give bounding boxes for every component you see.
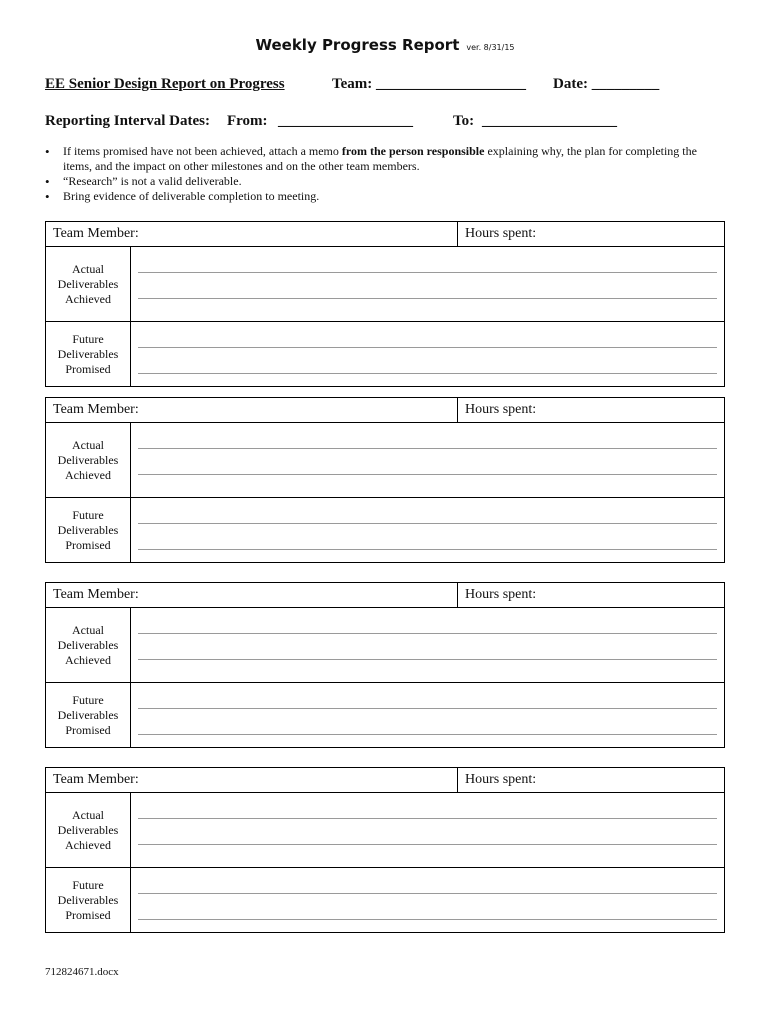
instruction-item: • Bring evidence of deliverable completion to meeting.	[45, 189, 725, 204]
writing-line	[138, 919, 717, 920]
report-title: EE Senior Design Report on Progress	[45, 76, 285, 92]
writing-line	[138, 818, 717, 819]
hours-spent-field[interactable]: Hours spent:	[465, 226, 537, 241]
member-block-1	[45, 221, 725, 387]
writing-line	[138, 844, 717, 845]
writing-line	[138, 893, 717, 894]
future-deliverables-label: Future Deliverables Promised	[46, 498, 131, 562]
actual-deliverables-area[interactable]	[131, 608, 724, 682]
from-date-field[interactable]: __________________	[278, 113, 413, 129]
footer-filename: 712824671.docx	[45, 966, 119, 978]
to-label: To:	[453, 113, 475, 129]
writing-line	[138, 474, 717, 475]
writing-line	[138, 708, 717, 709]
future-deliverables-label: Future Deliverables Promised	[46, 868, 131, 932]
actual-deliverables-area[interactable]	[131, 247, 724, 321]
team-field[interactable]: Team: ____________________	[332, 76, 527, 92]
actual-deliverables-label: Actual Deliverables Achieved	[46, 793, 131, 867]
actual-deliverables-label: Actual Deliverables Achieved	[46, 247, 131, 321]
writing-line	[138, 272, 717, 273]
member-block-3	[45, 582, 725, 748]
version-label: ver. 8/31/15	[466, 43, 515, 52]
actual-deliverables-label: Actual Deliverables Achieved	[46, 608, 131, 682]
page-title: Weekly Progress Report	[255, 36, 460, 54]
from-label: From:	[227, 113, 268, 129]
actual-deliverables-area[interactable]	[131, 793, 724, 867]
future-deliverables-area[interactable]	[131, 868, 724, 932]
member-block-4	[45, 767, 725, 933]
hours-spent-field[interactable]: Hours spent:	[465, 587, 537, 602]
date-field[interactable]: Date: _________	[553, 76, 660, 92]
hours-spent-field[interactable]: Hours spent:	[465, 772, 537, 787]
actual-deliverables-area[interactable]	[131, 423, 724, 497]
writing-line	[138, 633, 717, 634]
writing-line	[138, 523, 717, 524]
writing-line	[138, 298, 717, 299]
title-row	[0, 36, 770, 55]
instruction-item: • “Research” is not a valid deliverable.	[45, 174, 725, 189]
writing-line	[138, 347, 717, 348]
future-deliverables-area[interactable]	[131, 498, 724, 562]
interval-label: Reporting Interval Dates:	[45, 113, 210, 129]
team-member-field[interactable]: Team Member:	[46, 222, 458, 246]
team-member-field[interactable]: Team Member:	[46, 583, 458, 607]
hours-spent-field[interactable]: Hours spent:	[465, 402, 537, 417]
future-deliverables-area[interactable]	[131, 683, 724, 747]
writing-line	[138, 373, 717, 374]
member-block-2	[45, 397, 725, 563]
writing-line	[138, 448, 717, 449]
writing-line	[138, 659, 717, 660]
team-member-field[interactable]: Team Member:	[46, 768, 458, 792]
future-deliverables-area[interactable]	[131, 322, 724, 386]
writing-line	[138, 734, 717, 735]
future-deliverables-label: Future Deliverables Promised	[46, 322, 131, 386]
actual-deliverables-label: Actual Deliverables Achieved	[46, 423, 131, 497]
writing-line	[138, 549, 717, 550]
future-deliverables-label: Future Deliverables Promised	[46, 683, 131, 747]
team-member-field[interactable]: Team Member:	[46, 398, 458, 422]
to-date-field[interactable]: __________________	[482, 113, 617, 129]
instruction-item: • If items promised have not been achieved, attach a memo from the person responsible explaining why, the plan for completing the items, and the impact on other milestones and on the other team members.	[45, 144, 725, 174]
instruction-list	[45, 144, 725, 204]
